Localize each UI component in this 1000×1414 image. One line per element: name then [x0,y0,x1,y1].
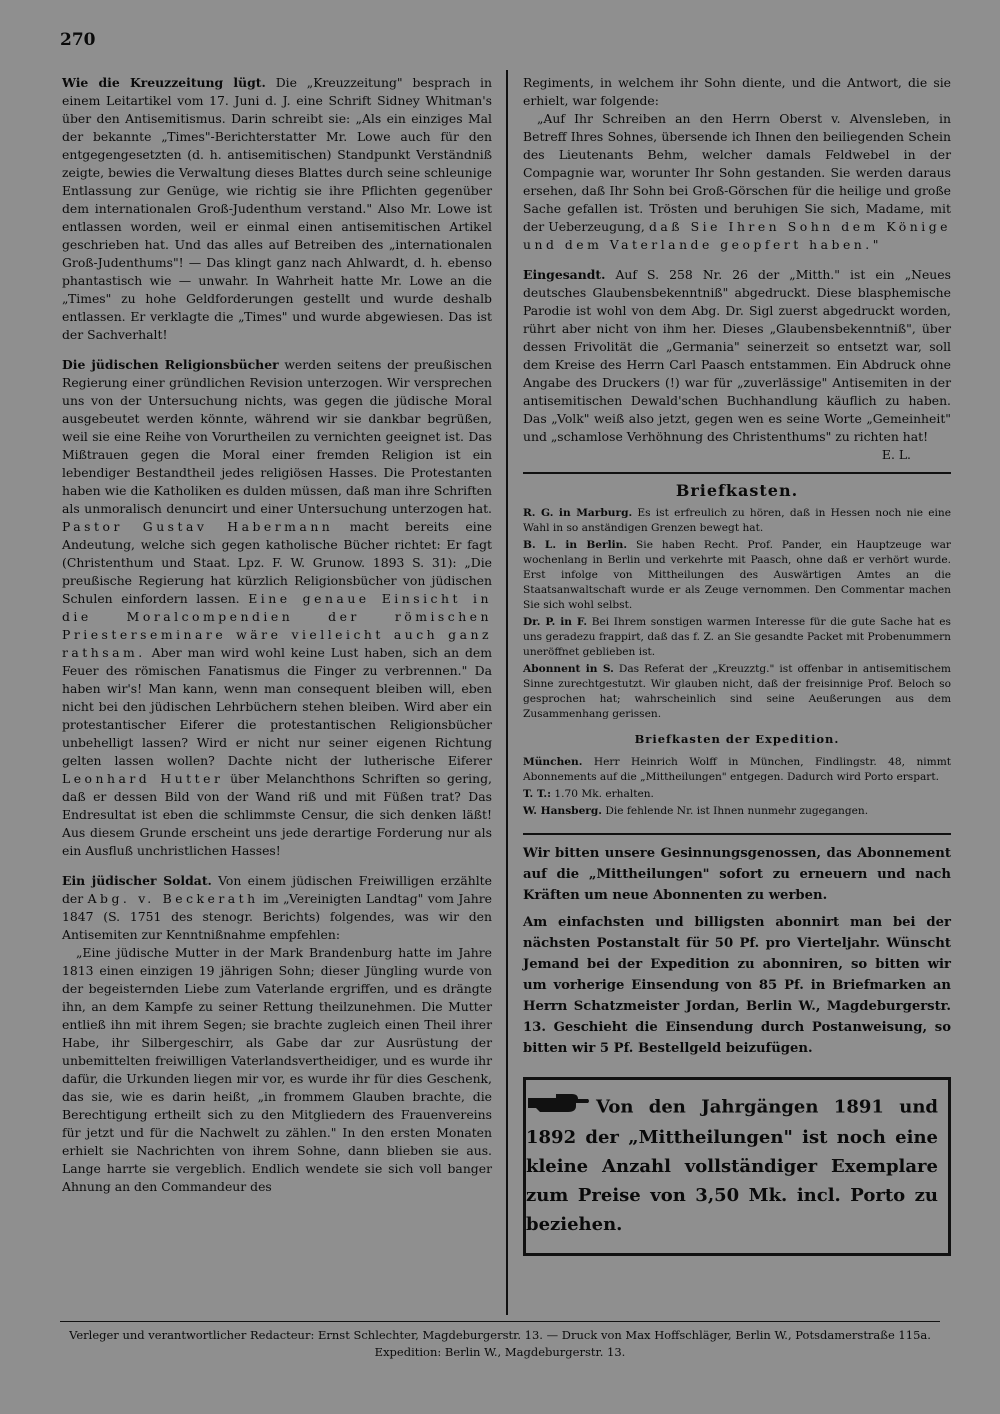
letter-quote [523,110,951,254]
letter-reply: Das Referat der „Kreuzztg." ist offenbar in antisemitischem Sinne zurechtgestutzt. Wir glauben nicht, daß der freisinnige Prof. Beloch so gesprochen hat; wahrscheinlich sind seine Aeußerungen aus dem Zusammenhang gerissen. [523,663,951,720]
section-rule [523,472,951,474]
expedition-recipient: T. T.: [523,788,552,800]
spaced-name: Abg. v. Beckerath [87,891,259,906]
letter-recipient: B. L. in Berlin. [523,539,628,551]
article-religionsbuecher [62,356,492,860]
article-text: Die „Kreuzzeitung" besprach in einem Leitartikel vom 17. Juni d. J. eine Schrift Sidney Whitman's über den Antisemitismus. Darin schreibt sie: „Als ein einziges Mal der bekannte „Times"-Berichterstatter Mr. Lowe auch für den entgegengesetzten (d. h. antisemitischen) Standpunkt Verständniß zeigte, bewies die Verwaltung dieses Blattes durch seine schleunige Entlassung zur Genüge, wie richtig sie ihre Pflichten gegenüber dem internationalen Groß-Judenthum verstand." Also Mr. Lowe ist entlassen worden, weil er einmal einen antisemitischen Artikel geschrieben hat. Und das alles auf Betreiben des „internationalen Groß-Judenthums"! — Das klingt ganz nach Ahlwardt, d. h. ebenso phantastisch wie — unwahr. In Wahrheit hatte Mr. Lowe an die „Times" zu hohe Geldforderungen gestellt und wurde deshalb entlassen. Er verklagte die „Times" und wurde abgewiesen. Das ist der Sachverhalt! [62,75,493,342]
article-kreuzzeitung [62,74,492,344]
signature: E. L. [881,447,911,462]
right-column [523,74,951,1256]
notice-pricing: Am einfachsten und billigsten abonnirt man bei der nächsten Postanstalt für 50 Pf. pro Vierteljahr. Wünscht Jemand bei der Expedition zu abonniren, so bitten wir um vorherige Einsendung von 85 Pf. in Briefmarken an Herrn Schatzmeister Jordan, Berlin W., Magdeburgerstr. 13. Geschieht die Einsendung durch Postanweisung, so bitten wir 5 Pf. Bestellgeld beizufügen. [523,915,951,1056]
letter-recipient: R. G. in Marburg. [523,507,633,519]
article-heading: Ein jüdischer Soldat. [62,873,212,888]
article-text: macht bereits eine Andeutung, welche sich gegen katholische Bücher richtet: Er fagt (Christenthum und Staat. Lpz. F. W. Grunow. 1893 S. 31): „Die preußische Regierung hat kürzlich Religionsbücher von jüdischen Schulen einfordern lassen. [62,519,492,606]
article-heading: Wie die Kreuzzeitung lügt. [62,75,266,90]
article-text: Auf S. 258 Nr. 26 der „Mitth." ist ein „Neues deutsches Glaubensbekenntniß" abgedruckt. Diese blasphemische Parodie ist wohl von dem Abg. Dr. Sigl zuerst abgedruckt worden, rührt aber nicht von ihm her. Dieses „Glaubensbekenntniß", über dessen Frivolität die „Germania" seinerzeit so entsetzt war, soll dem Kreise des Herrn Carl Paasch entstammen. Ein Abdruck ohne Angabe des Druckers (!) war für „zuverlässige" Antisemiten in der antisemitischen Dewald'schen Buchhandlung käuflich zu haben. Das „Volk" weiß also jetzt, gegen wen es seine Worte „Gemeinheit" und „schamlose Verhöhnung des Christenthums" zu richten hat! [523,267,951,444]
spaced-quote: daß Sie Ihren Sohn dem Könige und dem Vaterlande geopfert haben." [523,219,951,252]
column-divider [506,70,508,1315]
briefkasten-title: Briefkasten. [675,481,799,500]
expedition-entry [523,755,951,785]
spaced-name: Pastor Gustav Habermann [62,519,334,534]
pointing-hand-icon [526,1092,590,1123]
letter-recipient: Abonnent in S. [523,663,614,675]
letter-recipient: Dr. P. in F. [523,616,588,628]
letter-entry [523,662,951,722]
article-continuation: Regiments, in welchem ihr Sohn diente, und die Antwort, die sie erhielt, war folgende: [523,75,951,108]
expedition-reply: Die fehlende Nr. ist Ihnen nunmehr zugegangen. [605,805,869,817]
article-text: werden seitens der preußischen Regierung einer gründlichen Revision unterzogen. Wir versprechen uns von der Untersuchung nichts, was gegen die jüdische Moral ausgebeutet werden könnte, während wir sie dankbar begrüßen, weil sie eine Reihe von Vorurtheilen zu vernichten geeignet ist. Das Mißtrauen gegen die Moral einer fremden Religion ist ein lebendiger Bestandtheil jedes religiösen Hasses. Die Protestanten haben wie die Katholiken es dulden müssen, daß man ihre Schriften als unmoralisch denuncirt und einer Untersuchung unterzogen hat. [62,357,492,516]
expedition-recipient: W. Hansberg. [523,805,602,817]
imprint-publisher: Verleger und verantwortlicher Redacteur: Ernst Schlechter, Magdeburgerstr. 13. — Druck von Max Hoffschläger, Berlin W., Potsdamerstraße 115a. [69,1328,931,1342]
briefkasten-list [523,506,951,819]
expedition-entry [523,804,951,819]
article-text: Von einem jüdischen Freiwilligen erzählte der [62,873,492,906]
footer-rule [60,1321,940,1322]
letter-reply: Bei Ihrem sonstigen warmen Interesse für die gute Sache hat es uns geradezu frappirt, daß das f. Z. an Sie gesandte Packet mit Probenummern uneröffnet geblieben ist. [523,616,951,658]
page-number: 270 [60,30,96,50]
subscription-notice [523,843,951,1059]
article-heading: Die jüdischen Religionsbücher [62,357,279,372]
expedition-reply: Herr Heinrich Wolff in München, Findlingstr. 48, nimmt Abonnements auf die „Mittheilungen" entgegen. Dadurch wird Porto erspart. [523,756,952,783]
letter-entry [523,615,951,660]
spaced-name: Leonhard Hutter [62,771,224,786]
section-rule [523,833,951,835]
imprint-expedition: Expedition: Berlin W., Magdeburgerstr. 13. [374,1345,626,1359]
notice-renewal: Wir bitten unsere Gesinnungsgenossen, das Abonnement auf die „Mittheilungen" sofort zu erneuern und nach Kräften um neue Abonnenten zu werben. [523,846,951,903]
article-juedischer-soldat [62,872,492,944]
spaced-quote: Eine genaue Einsicht in die Moralcompendien der römischen Priesterseminare wäre vielleicht auch ganz rathsam. [62,591,492,660]
letter-reply: Sie haben Recht. Prof. Pander, ein Hauptzeuge war wochenlang in Berlin und verkehrte mit Paasch, ohne daß er verhört wurde. Erst infolge von Mittheilungen des Auswärtigen Amtes an die Staatsanwaltschaft wurde er als Zeuge vernommen. Den Commentar machen Sie sich wohl selbst. [523,539,951,611]
article-eingesandt [523,266,951,462]
expedition-entry [523,787,951,802]
back-issues-box [523,1077,951,1256]
article-quote: „Eine jüdische Mutter in der Mark Brandenburg hatte im Jahre 1813 einen einzigen 19 jährigen Sohn; dieser Jüngling wurde von der begeisternden Liebe zum Vaterlande ergriffen, und es drängte ihn, an dem Kampfe zu seiner Rettung theilzunehmen. Die Mutter entließ ihn mit ihrem Segen; sie brachte zugleich einen Theil ihrer Habe, ihr Silbergeschirr, als Gabe dar zur Ausrüstung der unbemittelten freiwilligen Vaterlandsvertheidiger, und es wurde ihr dafür, die Urkunden liegen mir vor, es wurde ihr für dies Geschenk, das sie, wie es darin heißt, „in frommem Glauben brachte, die Berechtigung ertheilt sich zu den Mitgliedern des Frauenvereins für jetzt und für die Nachwelt zu zählen." In den ersten Monaten erhielt sie Nachrichten von ihrem Sohne, dann blieben sie aus. Lange harrte sie vergeblich. Endlich wendete sie sich voll banger Ahnung an den Commandeur des [62,945,492,1194]
imprint-footer [60,1327,940,1361]
letter-entry [523,538,951,613]
letter-text: „Auf Ihr Schreiben an den Herrn Oberst v. Alvensleben, in Betreff Ihres Sohnes, übersende ich Ihnen den beiliegenden Schein des Lieutenants Behm, welcher damals Feldwebel in der Compagnie war, worunter Ihr Sohn gestanden. Sie werden daraus ersehen, daß Ihr Sohn bei Groß-Görschen für die heilige und große Sache gefallen ist. Trösten und beruhigen Sie sich, Madame, mit der Ueberzeugung, [523,111,951,234]
article-text: im „Vereinigten Landtag" vom Jahre 1847 (S. 1751 des stenogr. Berichts) folgendes, was wir den Antisemiten zur Kenntnißnahme empfehlen: [62,891,492,942]
back-issues-text: Von den Jahrgängen 1891 und 1892 der „Mittheilungen" ist noch eine kleine Anzahl vollständiger Exemplare zum Preise von 3,50 Mk. incl. Porto zu beziehen. [526,1096,938,1235]
letter-reply: Es ist erfreulich zu hören, daß in Hessen noch nie eine Wahl in so anständigen Grenzen bewegt hat. [523,507,951,534]
expedition-recipient: München. [523,756,583,768]
letter-entry [523,506,951,536]
article-text: über Melanchthons Schriften so gering, daß er dessen Bild von der Wand riß und mit Füßen trat? Das Endresultat ist eben die schlimmste Censur, die sich denken läßt! Aus diesem Grunde erscheint uns jede derartige Forderung nur als ein Ausfluß unchristlichen Hasses! [62,771,492,858]
expedition-reply: 1.70 Mk. erhalten. [554,788,654,800]
article-text: Aber man wird wohl keine Lust haben, sich an dem Feuer des römischen Fanatismus die Finger zu verbrennen." Da haben wir's! Man kann, wenn man consequent bleiben will, eben nicht bei den jüdischen Lehrbüchern stehen bleiben. Wird aber ein protestantischer Eiferer die protestantischen Religionsbücher unbehelligt lassen? Wird er nicht nur seiner eigenen Richtung gelten lassen wollen? Dachte nicht der lutherische Eiferer [62,645,492,768]
article-heading: Eingesandt. [523,267,606,282]
left-column [62,74,492,1196]
expedition-title: Briefkasten der Expedition. [634,732,840,746]
